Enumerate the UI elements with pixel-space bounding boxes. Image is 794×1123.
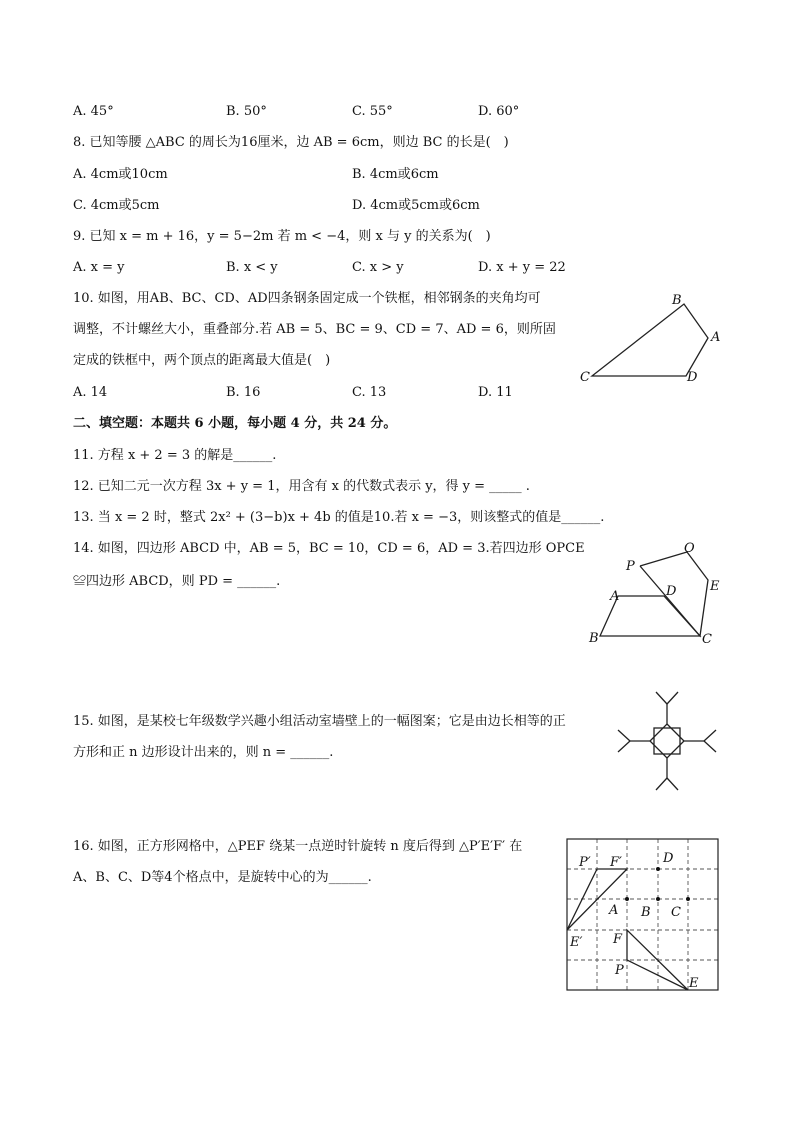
- q14-label-e: E: [710, 579, 720, 594]
- q10-line-2: 调整，不计螺丝大小，重叠部分.若 AB = 5、BC = 9、CD = 7、AD = 6，则所固: [73, 322, 556, 337]
- q10-label-a: A: [711, 330, 721, 345]
- q16-line-1: 16. 如图，正方形网格中，△PEF 绕某一点逆时针旋转 n 度后得到 △P′E′F′ 在: [73, 839, 523, 854]
- q16-label-a: A: [609, 903, 619, 918]
- q14-label-d: D: [666, 584, 677, 599]
- q11-stem: 11. 方程 x + 2 = 3 的解是______.: [73, 448, 277, 463]
- q16-label-c: C: [671, 905, 681, 920]
- q8-option-c: C. 4cm或5cm: [73, 198, 160, 213]
- q10-option-c: C. 13: [352, 385, 387, 400]
- q10-label-c: C: [580, 370, 590, 385]
- q9-stem: 9. 已知 x = m + 16，y = 5−2m 若 m < −4，则 x 与 y 的关系为( ): [73, 229, 491, 244]
- q16-label-p: P: [615, 963, 624, 978]
- q15-pattern: [618, 692, 716, 790]
- q16-line-2: A、B、C、D等4个格点中，是旋转中心的为______.: [73, 870, 372, 885]
- q16-label-b: B: [641, 905, 651, 920]
- q10-option-b: B. 16: [226, 385, 261, 400]
- q8-option-a: A. 4cm或10cm: [73, 167, 168, 182]
- q16-point-d: [656, 867, 660, 871]
- q10-quadrilateral: [592, 304, 708, 376]
- q8-stem: 8. 已知等腰 △ABC 的周长为16厘米，边 AB = 6cm，则边 BC 的长是( ): [73, 135, 509, 150]
- section-2-heading: 二、填空题：本题共 6 小题，每小题 4 分，共 24 分。: [73, 416, 397, 431]
- q16-triangle-pef: [627, 930, 688, 990]
- q14-label-b: B: [589, 631, 599, 646]
- q15-figure: [612, 686, 722, 796]
- q7-option-a: A. 45°: [73, 104, 114, 119]
- q9-option-b: B. x < y: [226, 260, 278, 275]
- q14-label-c: C: [702, 632, 712, 647]
- q16-point-a: [625, 897, 629, 901]
- q13-stem: 13. 当 x = 2 时，整式 2x² + (3−b)x + 4b 的值是10.若 x = −3，则该整式的值是______.: [73, 510, 605, 525]
- q9-option-c: C. x > y: [352, 260, 404, 275]
- q16-label-e: E: [689, 976, 699, 991]
- q16-label-f-prime: F′: [610, 855, 622, 870]
- q9-option-a: A. x = y: [73, 260, 125, 275]
- q10-line-1: 10. 如图，用AB、BC、CD、AD四条钢条固定成一个铁框，相邻钢条的夹角均可: [73, 291, 541, 306]
- q16-point-c: [686, 897, 690, 901]
- q10-label-b: B: [672, 293, 682, 308]
- q16-triangle-pef-prime: [567, 869, 627, 930]
- q16-label-e-prime: E′: [570, 935, 583, 950]
- q8-option-d: D. 4cm或5cm或6cm: [352, 198, 480, 213]
- q16-point-b: [656, 897, 660, 901]
- q10-line-3: 定成的铁框中，两个顶点的距离最大值是( ): [73, 353, 331, 368]
- q10-option-d: D. 11: [478, 385, 513, 400]
- q10-label-d: D: [687, 370, 698, 385]
- q10-option-a: A. 14: [73, 385, 108, 400]
- q14-line-2: ≌四边形 ABCD，则 PD = ______.: [73, 574, 281, 589]
- q14-label-a: A: [610, 589, 620, 604]
- q10-figure: [570, 290, 730, 390]
- q14-figure: [585, 538, 735, 648]
- q15-line-2: 方形和正 n 边形设计出来的，则 n = ______.: [73, 745, 334, 760]
- q7-option-b: B. 50°: [226, 104, 267, 119]
- q8-option-b: B. 4cm或6cm: [352, 167, 439, 182]
- q12-stem: 12. 已知二元一次方程 3x + y = 1，用含有 x 的代数式表示 y，得 y = _____ .: [73, 479, 530, 494]
- q9-option-d: D. x + y = 22: [478, 260, 566, 275]
- q14-line-1: 14. 如图，四边形 ABCD 中，AB = 5，BC = 10，CD = 6，AD = 3.若四边形 OPCE: [73, 541, 585, 556]
- q16-label-f: F: [613, 932, 623, 947]
- q7-option-d: D. 60°: [478, 104, 520, 119]
- q16-label-d: D: [663, 851, 674, 866]
- q7-option-c: C. 55°: [352, 104, 393, 119]
- q16-grid-figure: [566, 838, 720, 992]
- q14-label-p: P: [626, 559, 635, 574]
- q14-label-o: O: [684, 541, 695, 556]
- q15-line-1: 15. 如图，是某校七年级数学兴趣小组活动室墙壁上的一幅图案；它是由边长相等的正: [73, 714, 566, 729]
- q16-label-p-prime: P′: [579, 855, 591, 870]
